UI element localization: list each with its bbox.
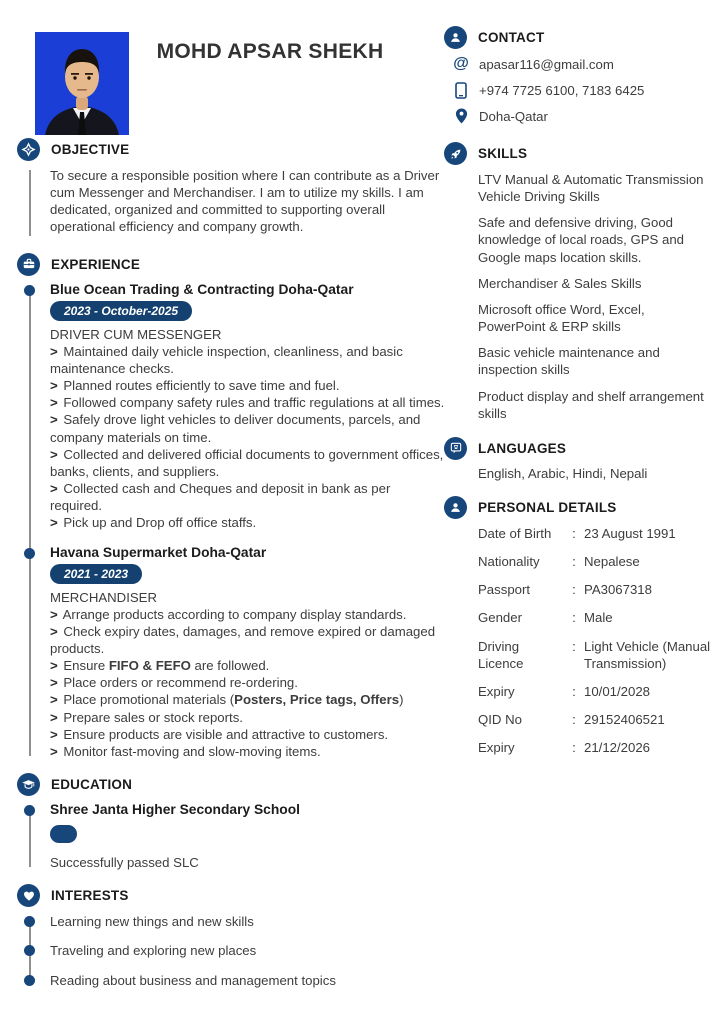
personal-details-section — [444, 496, 712, 756]
personal-detail-row — [478, 711, 712, 728]
languages-heading: LANGUAGES — [478, 440, 567, 456]
contact-phone: +974 7725 6100, 7183 6425 — [479, 83, 645, 98]
contact-location: Doha-Qatar — [479, 108, 548, 124]
job-bullet: > Pick up and Drop off office staffs. — [50, 515, 257, 531]
job-bullet: > Check expiry dates, damages, and remove expired or damaged products. — [50, 623, 436, 656]
objective-heading: OBJECTIVE — [51, 142, 130, 157]
empty-date-badge — [50, 825, 77, 843]
bullet-arrow: > — [50, 378, 58, 394]
detail-value: Male — [584, 610, 613, 626]
school-name: Shree Janta Higher Secondary School — [50, 802, 300, 818]
bullet-arrow: > — [50, 606, 58, 622]
objective-header — [17, 138, 445, 161]
skills-heading: SKILLS — [478, 146, 528, 161]
bullet-arrow: > — [50, 412, 58, 428]
skills-section — [444, 142, 712, 422]
job-bullet: > Planned routes efficiently to save time and fuel. — [50, 378, 340, 394]
experience-header — [17, 253, 445, 276]
job-bullet: > Maintained daily vehicle inspection, cleanliness, and basic maintenance checks. — [50, 343, 403, 376]
timeline-dot — [24, 945, 35, 956]
contact-section — [444, 26, 712, 124]
personal-detail-row — [478, 609, 712, 626]
interests-heading: INTERESTS — [51, 888, 129, 904]
personal-detail-row — [478, 525, 712, 542]
job-bullet: > Arrange products according to company display standards. — [50, 606, 407, 622]
skill-item: Basic vehicle maintenance and inspection skills — [478, 345, 660, 378]
detail-label: Passport — [478, 582, 531, 598]
briefcase-icon — [17, 253, 40, 276]
skills-body — [478, 171, 712, 422]
detail-value: 21/12/2026 — [584, 740, 651, 756]
detail-colon: : — [572, 638, 576, 654]
page-title: MOHD APSAR SHEKH — [156, 40, 384, 63]
right-column — [444, 26, 712, 771]
bullet-arrow: > — [50, 481, 58, 497]
interest-text: Reading about business and management topics — [50, 972, 336, 988]
detail-label: Date of Birth — [478, 525, 552, 541]
detail-label: Expiry — [478, 683, 515, 699]
map-pin-icon — [452, 108, 470, 124]
skills-header — [444, 142, 712, 165]
skill-item: Product display and shelf arrangement skills — [478, 388, 704, 421]
job-bullet: > Safely drove light vehicles to deliver documents, parcels, and company materials on time. — [50, 412, 421, 445]
objective-text: To secure a responsible position where I can contribute as a Driver cum Messenger and Merchandiser. I am to utilize my skills. I am dedicated, organized and committed to supporting overall operational efficiency and company growth. — [50, 168, 440, 235]
date-badge: 2021 - 2023 — [50, 564, 142, 584]
detail-colon: : — [572, 740, 576, 756]
detail-label: QID No — [478, 711, 522, 727]
languages-list: English, Arabic, Hindi, Nepali — [478, 465, 648, 481]
bullet-arrow: > — [50, 623, 58, 639]
education-result: Successfully passed SLC — [50, 855, 199, 871]
job-bullet: > Ensure FIFO & FEFO are followed. — [50, 658, 270, 674]
job-bullet: > Followed company safety rules and traffic regulations at all times. — [50, 395, 445, 411]
bullet-arrow: > — [50, 692, 58, 708]
bullet-arrow: > — [50, 658, 58, 674]
interest-item — [50, 942, 445, 959]
contact-heading: CONTACT — [478, 30, 545, 45]
timeline-dot — [24, 975, 35, 986]
experience-section — [17, 253, 445, 760]
contact-header — [444, 26, 712, 49]
personal-details-heading: PERSONAL DETAILS — [478, 499, 617, 515]
graduation-cap-icon — [17, 773, 40, 796]
languages-header — [444, 437, 712, 460]
contact-email-row — [452, 55, 712, 73]
mobile-phone-icon — [452, 82, 470, 99]
bullet-arrow: > — [50, 446, 58, 462]
languages-section — [444, 437, 712, 481]
skill-item: Microsoft office Word, Excel, PowerPoint & ERP skills — [478, 301, 645, 335]
bullet-arrow: > — [50, 343, 58, 359]
timeline-dot — [24, 805, 35, 816]
timeline-dot — [24, 916, 35, 927]
bullet-arrow: > — [50, 726, 58, 742]
skill-item: LTV Manual & Automatic Transmission Vehicle Driving Skills — [478, 172, 704, 205]
objective-section — [17, 138, 445, 240]
bullet-arrow: > — [50, 395, 58, 411]
personal-detail-row — [478, 683, 712, 700]
job-bullet: > Place orders or recommend re-ordering. — [50, 675, 298, 691]
skill-item: Merchandiser & Sales Skills — [478, 275, 642, 291]
target-icon — [17, 138, 40, 161]
profile-photo — [35, 32, 129, 135]
experience-body — [29, 282, 445, 760]
personal-details-header — [444, 496, 712, 519]
objective-body — [29, 167, 445, 240]
rocket-icon — [444, 142, 467, 165]
job-bullet: > Monitor fast-moving and slow-moving items. — [50, 743, 321, 759]
timeline-dot — [24, 285, 35, 296]
person-icon — [444, 26, 467, 49]
detail-value: 29152406521 — [584, 711, 665, 727]
interests-section — [17, 884, 445, 988]
skill-item: Safe and defensive driving, Good knowledge of local roads, GPS and Google maps location skills. — [478, 215, 684, 265]
job-bullet: > Place promotional materials (Posters, Price tags, Offers) — [50, 692, 404, 708]
detail-value: Light Vehicle (Manual Transmission) — [584, 638, 711, 671]
detail-colon: : — [572, 582, 576, 598]
personal-details-body — [478, 525, 712, 756]
contact-location-row — [452, 108, 712, 124]
detail-colon: : — [572, 610, 576, 626]
timeline-dot — [24, 548, 35, 559]
detail-label: Gender — [478, 610, 522, 626]
bullet-arrow: > — [50, 709, 58, 725]
interest-text: Learning new things and new skills — [50, 914, 254, 930]
detail-label: Expiry — [478, 740, 515, 756]
interests-header — [17, 884, 445, 907]
detail-value: Nepalese — [584, 554, 640, 570]
detail-colon: : — [572, 711, 576, 727]
job-role: MERCHANDISER — [50, 589, 157, 605]
job-bullet: > Ensure products are visible and attractive to customers. — [50, 726, 389, 742]
left-column — [17, 138, 445, 1002]
detail-colon: : — [572, 554, 576, 570]
detail-label: Nationality — [478, 554, 540, 570]
contact-email: apasar116@gmail.com — [479, 56, 614, 72]
job-entry — [50, 282, 445, 532]
education-header — [17, 773, 445, 796]
personal-detail-row — [478, 581, 712, 598]
detail-label: Driving Licence — [478, 638, 524, 671]
detail-colon: : — [572, 525, 576, 541]
company-name: Havana Supermarket Doha-Qatar — [50, 544, 267, 560]
personal-detail-row — [478, 739, 712, 756]
heart-icon — [17, 884, 40, 907]
job-bullet: > Prepare sales or stock reports. — [50, 709, 243, 725]
education-entry — [50, 802, 445, 871]
at-sign-icon: @ — [453, 55, 469, 72]
interest-text: Traveling and exploring new places — [50, 943, 257, 959]
job-role: DRIVER CUM MESSENGER — [50, 326, 222, 342]
languages-body — [478, 466, 712, 481]
contact-phone-row — [452, 82, 712, 99]
interest-item — [50, 972, 445, 989]
personal-detail-row — [478, 638, 712, 672]
education-section — [17, 773, 445, 871]
profile-photo-image — [35, 32, 129, 135]
interests-body — [29, 913, 445, 988]
education-heading: EDUCATION — [51, 777, 133, 793]
education-body — [29, 802, 445, 871]
detail-value: 10/01/2028 — [584, 683, 651, 699]
job-bullet: > Collected and delivered official documents to government offices, banks, clients, and suppliers. — [50, 446, 444, 479]
bullet-arrow: > — [50, 515, 58, 531]
company-name: Blue Ocean Trading & Contracting Doha-Qatar — [50, 281, 354, 297]
translate-icon — [444, 437, 467, 460]
detail-colon: : — [572, 683, 576, 699]
experience-heading: EXPERIENCE — [51, 256, 141, 272]
personal-detail-row — [478, 553, 712, 570]
date-badge: 2023 - October-2025 — [50, 301, 192, 321]
person-icon — [444, 496, 467, 519]
job-bullet: > Collected cash and Cheques and deposit in bank as per required. — [50, 481, 391, 514]
bullet-arrow: > — [50, 675, 58, 691]
interest-item — [50, 913, 445, 930]
detail-value: PA3067318 — [584, 582, 652, 598]
job-entry — [50, 545, 445, 761]
detail-value: 23 August 1991 — [584, 525, 676, 541]
bullet-arrow: > — [50, 743, 58, 759]
